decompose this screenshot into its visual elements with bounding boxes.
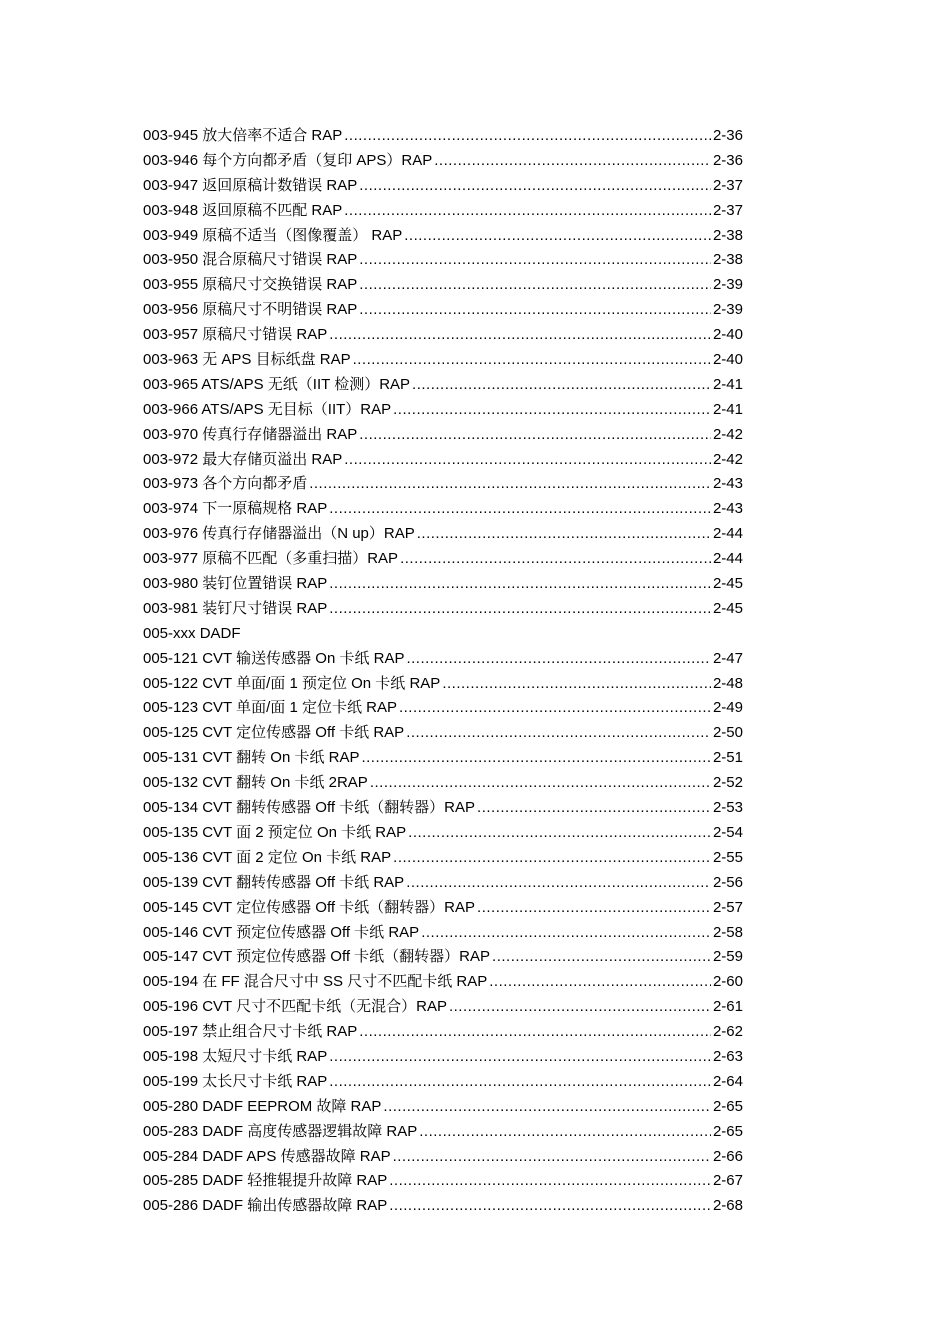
toc-dot-leader xyxy=(309,472,711,497)
toc-entry-title: 003-981 装钉尺寸错误 RAP xyxy=(143,599,328,617)
toc-entry xyxy=(143,248,743,273)
toc-page-number: 2-43 xyxy=(712,475,743,493)
toc-page-number: 2-38 xyxy=(712,226,743,244)
toc-entry xyxy=(143,970,743,995)
toc-dot-leader xyxy=(406,721,711,746)
toc-page-number: 2-40 xyxy=(712,351,743,369)
toc-page-number: 2-53 xyxy=(712,799,743,817)
toc-entry-title: 003-972 最大存储页溢出 RAP xyxy=(143,450,343,468)
toc-entry xyxy=(143,672,743,697)
toc-dot-leader xyxy=(383,1095,711,1120)
toc-page-number: 2-56 xyxy=(712,873,743,891)
toc-page-number: 2-37 xyxy=(712,201,743,219)
toc-entry xyxy=(143,995,743,1020)
toc-dot-leader xyxy=(329,497,711,522)
toc-entry-title: 003-948 返回原稿不匹配 RAP xyxy=(143,201,343,219)
toc-entry-title: 003-955 原稿尺寸交换错误 RAP xyxy=(143,276,358,294)
toc-entry-title: 003-947 返回原稿计数错误 RAP xyxy=(143,176,358,194)
toc-section-heading xyxy=(143,622,743,647)
toc-page-number: 2-64 xyxy=(712,1072,743,1090)
toc-page-number: 2-47 xyxy=(712,649,743,667)
toc-entry xyxy=(143,821,743,846)
toc-page-number: 2-58 xyxy=(712,923,743,941)
toc-entry xyxy=(143,1095,743,1120)
toc-page-number: 2-65 xyxy=(712,1097,743,1115)
toc-entry xyxy=(143,448,743,473)
toc-entry xyxy=(143,721,743,746)
toc-dot-leader xyxy=(359,298,711,323)
toc-dot-leader xyxy=(344,448,711,473)
toc-dot-leader xyxy=(329,572,711,597)
toc-dot-leader xyxy=(400,547,711,572)
toc-entry-title: 005-285 DADF 轻推辊提升故障 RAP xyxy=(143,1172,388,1190)
toc-entry xyxy=(143,1194,743,1219)
toc-entry-title: 005-194 在 FF 混合尺寸中 SS 尺寸不匹配卡纸 RAP xyxy=(143,973,488,991)
toc-entry xyxy=(143,1070,743,1095)
toc-dot-leader xyxy=(412,373,711,398)
toc-entry-title: 003-976 传真行存储器溢出（N up）RAP xyxy=(143,525,415,543)
toc-page-number: 2-48 xyxy=(712,674,743,692)
toc-entry xyxy=(143,398,743,423)
toc-dot-leader xyxy=(329,323,711,348)
toc-dot-leader xyxy=(404,224,711,249)
toc-page-number: 2-45 xyxy=(712,575,743,593)
toc-entry-title: 005-280 DADF EEPROM 故障 RAP xyxy=(143,1097,382,1115)
toc-entry-title: 003-945 放大倍率不适合 RAP xyxy=(143,127,343,144)
toc-dot-leader xyxy=(434,149,711,174)
toc-entry-title: 005-xxx DADF xyxy=(143,624,241,642)
toc-dot-leader xyxy=(408,821,711,846)
toc-entry xyxy=(143,746,743,771)
toc-page-number: 2-36 xyxy=(712,127,743,144)
toc-entry-title: 003-956 原稿尺寸不明错误 RAP xyxy=(143,301,358,319)
toc-page-number: 2-57 xyxy=(712,898,743,916)
toc-entry-title: 005-286 DADF 输出传感器故障 RAP xyxy=(143,1197,388,1215)
toc-dot-leader xyxy=(389,1169,711,1194)
toc-page-number: 2-66 xyxy=(712,1147,743,1165)
toc-entry-title: 005-147 CVT 预定位传感器 Off 卡纸（翻转器）RAP xyxy=(143,948,491,966)
toc-entry-title: 005-134 CVT 翻转传感器 Off 卡纸（翻转器）RAP xyxy=(143,799,476,817)
toc-entry xyxy=(143,1169,743,1194)
toc-page-number: 2-55 xyxy=(712,848,743,866)
toc-page-number: 2-44 xyxy=(712,550,743,568)
toc-entry-title: 005-199 太长尺寸卡纸 RAP xyxy=(143,1072,328,1090)
toc-page-number: 2-39 xyxy=(712,276,743,294)
toc-entry-title: 005-198 太短尺寸卡纸 RAP xyxy=(143,1047,328,1065)
toc-entry xyxy=(143,224,743,249)
toc-page-number: 2-37 xyxy=(712,176,743,194)
toc-dot-leader xyxy=(419,1120,711,1145)
toc-page-number: 2-62 xyxy=(712,1023,743,1041)
toc-dot-leader xyxy=(449,995,711,1020)
toc-entry xyxy=(143,771,743,796)
toc-dot-leader xyxy=(393,846,711,871)
toc-entry xyxy=(143,472,743,497)
toc-dot-leader xyxy=(359,248,711,273)
toc-entry-title: 005-139 CVT 翻转传感器 Off 卡纸 RAP xyxy=(143,873,405,891)
toc-entry xyxy=(143,522,743,547)
toc-entry-title: 003-946 每个方向都矛盾（复印 APS）RAP xyxy=(143,151,433,169)
toc-page-number: 2-60 xyxy=(712,973,743,991)
toc-page-number: 2-65 xyxy=(712,1122,743,1140)
toc-page-number: 2-59 xyxy=(712,948,743,966)
toc-dot-leader xyxy=(492,945,711,970)
toc-entry xyxy=(143,423,743,448)
toc-dot-leader xyxy=(359,174,711,199)
toc-entry-title: 005-283 DADF 高度传感器逻辑故障 RAP xyxy=(143,1122,418,1140)
toc-page-number: 2-61 xyxy=(712,998,743,1016)
toc-entry xyxy=(143,149,743,174)
toc-dot-leader xyxy=(344,199,711,224)
toc-entry xyxy=(143,696,743,721)
toc-entry xyxy=(143,547,743,572)
toc-entry xyxy=(143,1120,743,1145)
toc-page-number: 2-54 xyxy=(712,823,743,841)
toc-entry xyxy=(143,796,743,821)
toc-page-number: 2-44 xyxy=(712,525,743,543)
toc-dot-leader xyxy=(344,124,711,149)
toc-entry-title: 005-132 CVT 翻转 On 卡纸 2RAP xyxy=(143,774,368,792)
toc-page-number: 2-42 xyxy=(712,450,743,468)
toc-page-number: 2-39 xyxy=(712,301,743,319)
toc-entry-title: 003-980 装钉位置错误 RAP xyxy=(143,575,328,593)
toc-page-number: 2-49 xyxy=(712,699,743,717)
toc-entry xyxy=(143,174,743,199)
toc-entry xyxy=(143,497,743,522)
toc-page-number: 2-63 xyxy=(712,1047,743,1065)
toc-dot-leader xyxy=(361,746,711,771)
toc-entry xyxy=(143,298,743,323)
toc-entry-title: 005-135 CVT 面 2 预定位 On 卡纸 RAP xyxy=(143,823,407,841)
toc-dot-leader xyxy=(406,647,711,672)
toc-dot-leader xyxy=(359,273,711,298)
toc-page-number: 2-41 xyxy=(712,375,743,393)
toc-page-number: 2-52 xyxy=(712,774,743,792)
toc-page-number: 2-41 xyxy=(712,400,743,418)
toc-dot-leader xyxy=(329,597,711,622)
toc-page-number: 2-40 xyxy=(712,326,743,344)
toc-page-number: 2-68 xyxy=(712,1197,743,1215)
toc-entry-title: 005-145 CVT 定位传感器 Off 卡纸（翻转器）RAP xyxy=(143,898,476,916)
toc-entry xyxy=(143,647,743,672)
toc-dot-leader xyxy=(329,1045,711,1070)
table-of-contents xyxy=(143,124,743,1219)
toc-dot-leader xyxy=(477,796,711,821)
toc-page-number: 2-51 xyxy=(712,749,743,767)
toc-page-number: 2-67 xyxy=(712,1172,743,1190)
toc-entry-title: 005-123 CVT 单面/面 1 定位卡纸 RAP xyxy=(143,699,397,717)
toc-dot-leader xyxy=(370,771,711,796)
toc-entry xyxy=(143,124,743,149)
toc-dot-leader xyxy=(389,1194,711,1219)
toc-entry-title: 003-950 混合原稿尺寸错误 RAP xyxy=(143,251,358,269)
toc-page-number: 2-45 xyxy=(712,599,743,617)
toc-page-number: 2-38 xyxy=(712,251,743,269)
toc-dot-leader xyxy=(353,348,711,373)
toc-entry-title: 003-965 ATS/APS 无纸（IIT 检测）RAP xyxy=(143,375,411,393)
toc-entry-title: 003-957 原稿尺寸错误 RAP xyxy=(143,326,328,344)
toc-page-number: 2-36 xyxy=(712,151,743,169)
toc-dot-leader xyxy=(477,896,711,921)
toc-dot-leader xyxy=(489,970,711,995)
toc-dot-leader xyxy=(393,1145,711,1170)
toc-entry xyxy=(143,945,743,970)
toc-entry xyxy=(143,199,743,224)
toc-entry xyxy=(143,896,743,921)
toc-entry-title: 003-973 各个方向都矛盾 xyxy=(143,475,308,493)
toc-entry xyxy=(143,597,743,622)
toc-dot-leader xyxy=(399,696,711,721)
toc-dot-leader xyxy=(359,1020,711,1045)
toc-entry xyxy=(143,1020,743,1045)
toc-entry xyxy=(143,1145,743,1170)
toc-dot-leader xyxy=(421,921,711,946)
toc-dot-leader xyxy=(359,423,711,448)
toc-entry-title: 005-125 CVT 定位传感器 Off 卡纸 RAP xyxy=(143,724,405,742)
toc-entry xyxy=(143,323,743,348)
toc-page-number: 2-50 xyxy=(712,724,743,742)
toc-entry-title: 003-963 无 APS 目标纸盘 RAP xyxy=(143,351,351,369)
toc-entry-title: 005-136 CVT 面 2 定位 On 卡纸 RAP xyxy=(143,848,392,866)
toc-entry-title: 003-949 原稿不适当（图像覆盖） RAP xyxy=(143,226,403,244)
toc-entry-title: 003-977 原稿不匹配（多重扫描）RAP xyxy=(143,550,399,568)
toc-entry xyxy=(143,1045,743,1070)
toc-entry-title: 005-284 DADF APS 传感器故障 RAP xyxy=(143,1147,391,1165)
toc-entry xyxy=(143,921,743,946)
toc-dot-leader xyxy=(442,672,711,697)
toc-page-number: 2-43 xyxy=(712,500,743,518)
toc-entry xyxy=(143,373,743,398)
toc-dot-leader xyxy=(417,522,711,547)
toc-entry-title: 005-121 CVT 输送传感器 On 卡纸 RAP xyxy=(143,649,405,667)
toc-entry-title: 003-974 下一原稿规格 RAP xyxy=(143,500,328,518)
toc-dot-leader xyxy=(406,871,711,896)
toc-entry xyxy=(143,348,743,373)
toc-dot-leader xyxy=(329,1070,711,1095)
toc-dot-leader xyxy=(393,398,711,423)
toc-entry xyxy=(143,871,743,896)
toc-entry-title: 005-131 CVT 翻转 On 卡纸 RAP xyxy=(143,749,360,767)
toc-entry xyxy=(143,572,743,597)
toc-entry-title: 005-197 禁止组合尺寸卡纸 RAP xyxy=(143,1023,358,1041)
toc-entry-title: 005-196 CVT 尺寸不匹配卡纸（无混合）RAP xyxy=(143,998,447,1016)
toc-entry xyxy=(143,273,743,298)
toc-entry-title: 003-970 传真行存储器溢出 RAP xyxy=(143,425,358,443)
toc-entry xyxy=(143,846,743,871)
toc-entry-title: 003-966 ATS/APS 无目标（IIT）RAP xyxy=(143,400,392,418)
toc-entry-title: 005-146 CVT 预定位传感器 Off 卡纸 RAP xyxy=(143,923,420,941)
toc-page-number: 2-42 xyxy=(712,425,743,443)
toc-entry-title: 005-122 CVT 单面/面 1 预定位 On 卡纸 RAP xyxy=(143,674,441,692)
